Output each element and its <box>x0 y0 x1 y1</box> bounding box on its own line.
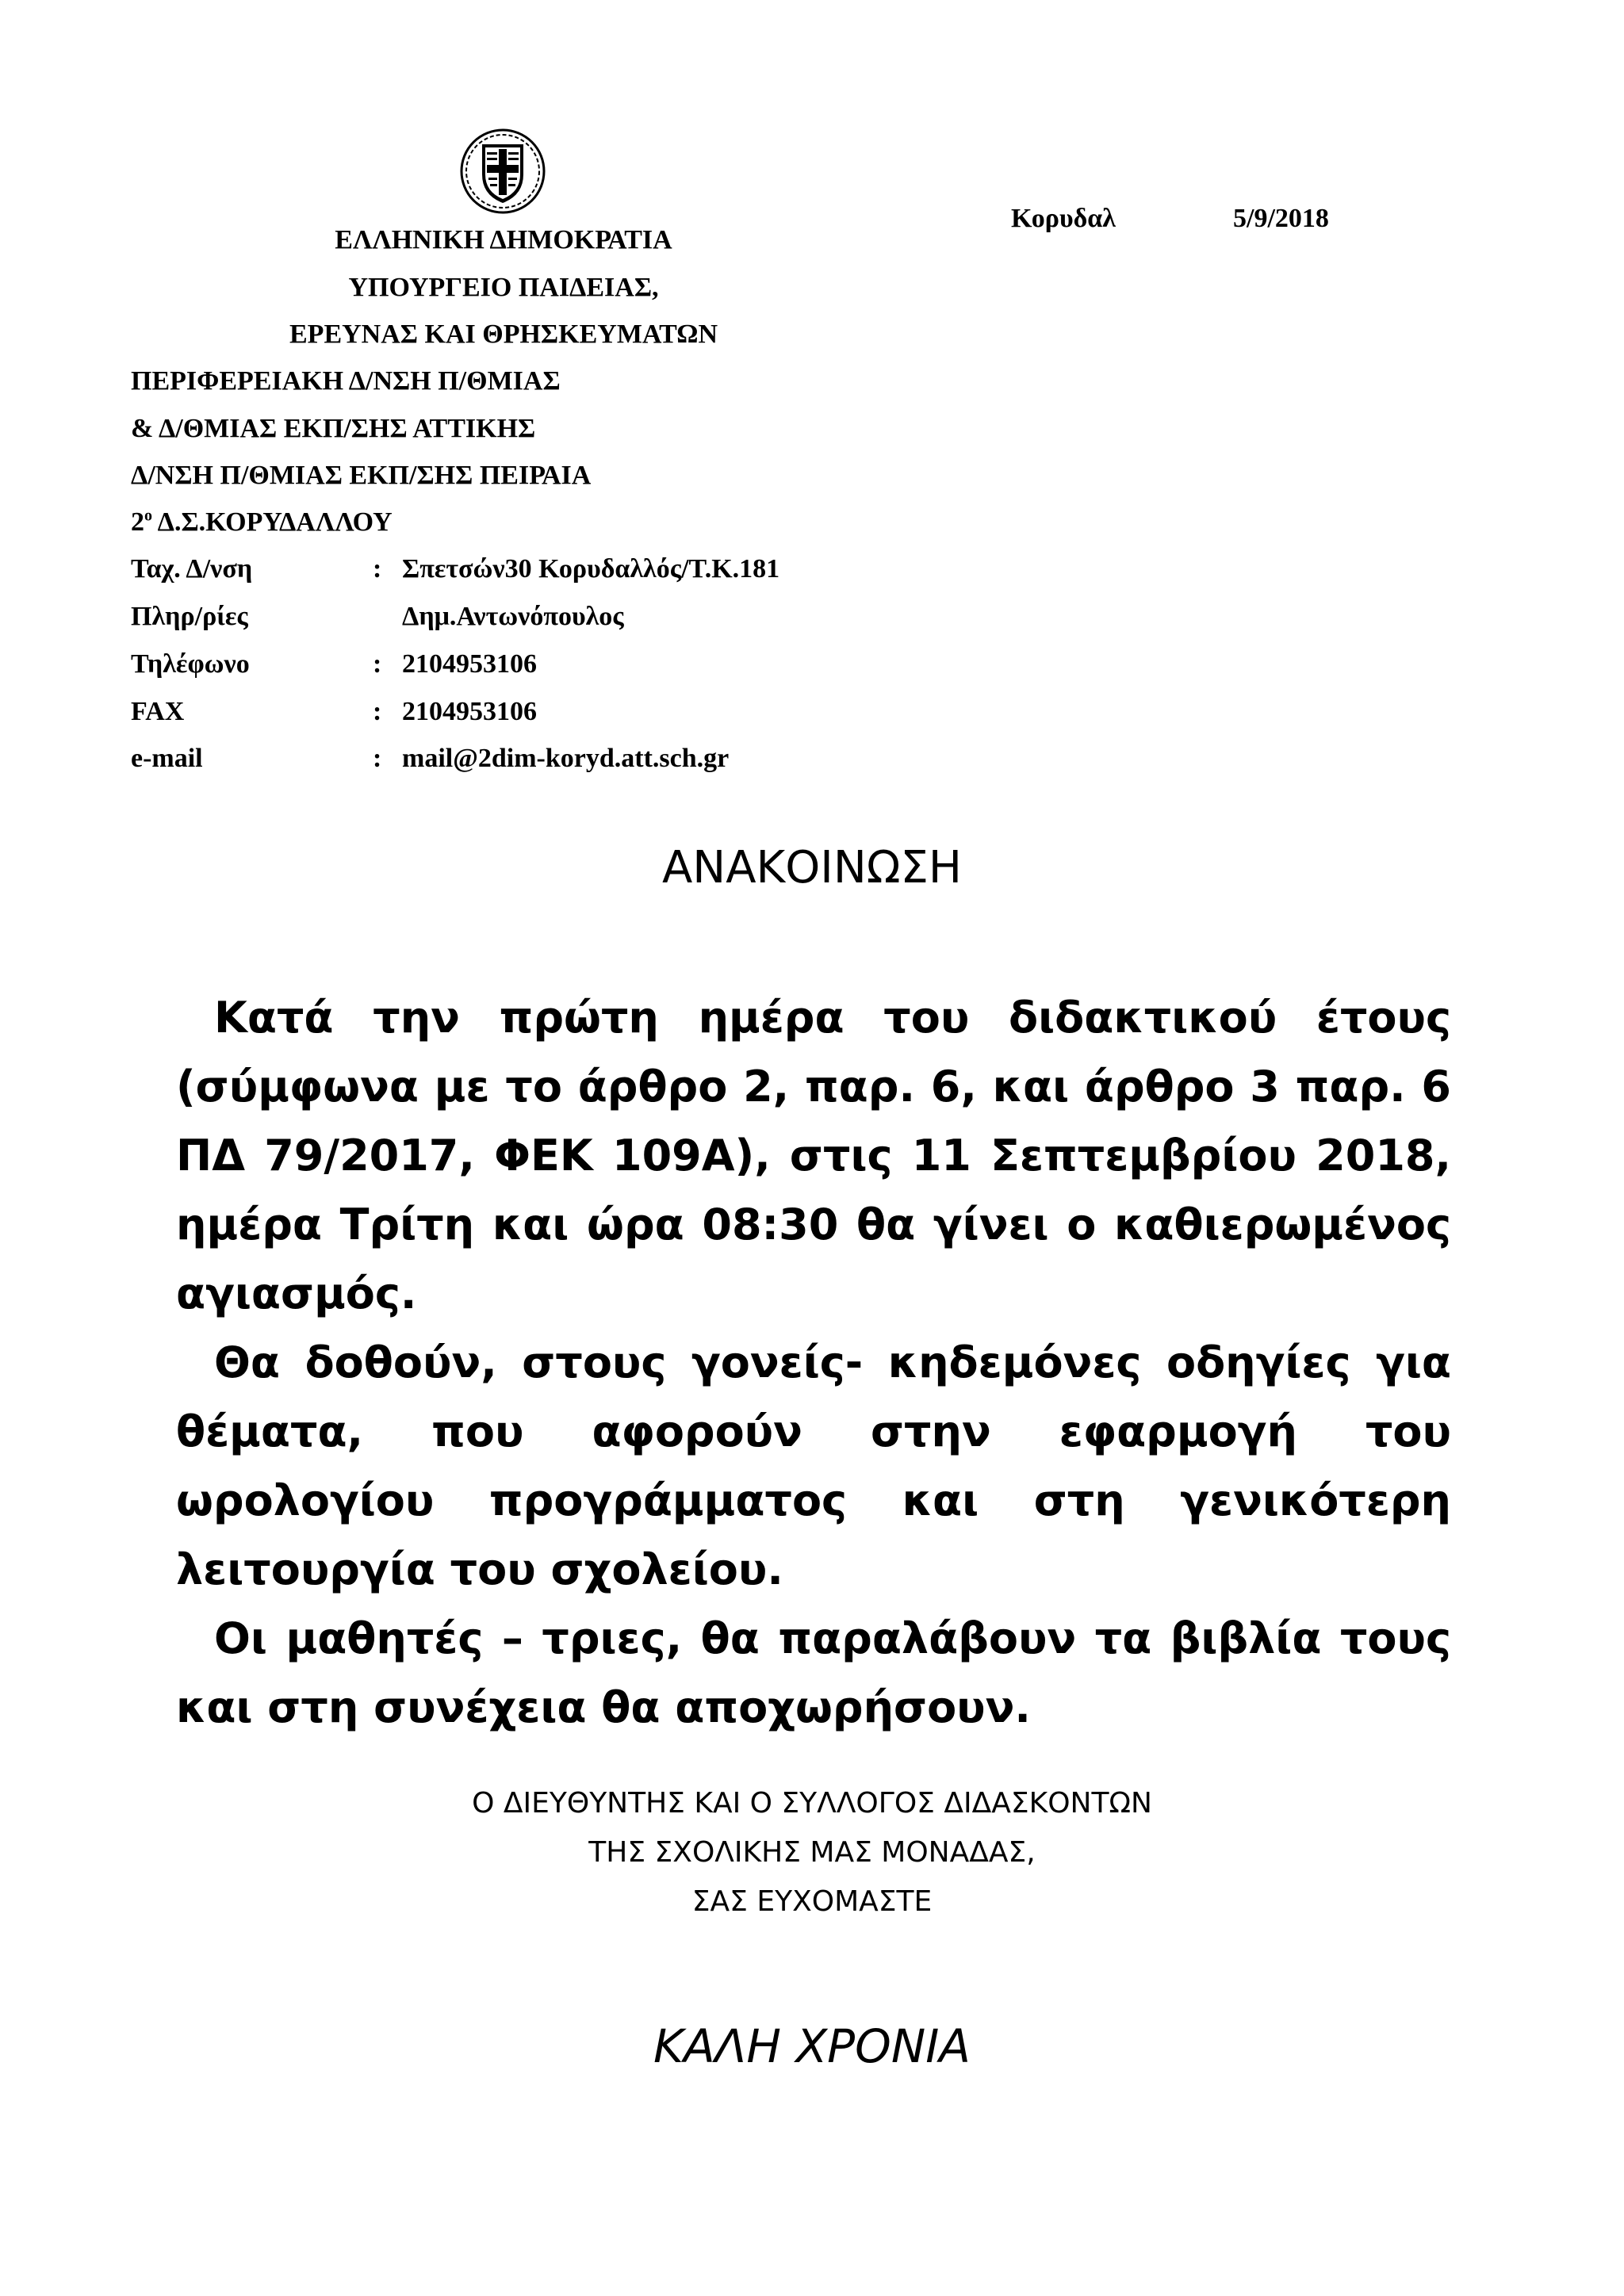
signature-line: ΣΑΣ ΕΥΧΟΜΑΣΤΕ <box>691 1885 933 1918</box>
phone-label: Τηλέφωνο <box>131 649 250 679</box>
info-value: Δημ.Αντωνόπουλος <box>402 602 624 631</box>
announcement-body <box>176 983 1451 1742</box>
place-label: Κορυδαλ <box>1011 204 1116 233</box>
document-date: 5/9/2018 <box>1233 204 1329 233</box>
fax-label: FAX <box>131 697 185 726</box>
announcement-paragraph: Κατά την πρώτη ημέρα του διδακτικού έτους (σύμφωνα με το άρθρο 2, παρ. 6, και άρθρο 3 παρ. 6 ΠΔ 79/2017, ΦΕΚ 109Α), στις 11 Σεπτεμβρίου 2018, ημέρα Τρίτη και ώρα 08:30 θα γίνει ο καθιερωμένος αγιασμός. <box>176 993 1451 1318</box>
closing-greeting: ΚΑΛΗ ΧΡΟΝΙΑ <box>653 2019 971 2073</box>
header-country: ΕΛΛΗΝΙΚΗ ΔΗΜΟΚΡΑΤΙΑ <box>335 225 672 254</box>
address-label: Ταχ. Δ/νση <box>131 554 253 584</box>
header-school-name <box>131 507 393 538</box>
header-regional-directorate: ΠΕΡΙΦΕΡΕΙΑΚΗ Δ/ΝΣΗ Π/ΘΜΙΑΣ <box>131 366 561 396</box>
header-regional-directorate-cont: & Δ/ΘΜΙΑΣ ΕΚΠ/ΣΗΣ ΑΤΤΙΚΗΣ <box>131 414 536 443</box>
phone-value: 2104953106 <box>402 649 537 679</box>
greek-coat-of-arms-icon <box>458 127 547 216</box>
signature-line: Ο ΔΙΕΥΘΥΝΤΗΣ ΚΑΙ Ο ΣΥΛΛΟΓΟΣ ΔΙΔΑΣΚΟΝΤΩΝ <box>472 1787 1152 1820</box>
school-number: 2 <box>131 507 144 537</box>
email-separator: : <box>373 744 382 773</box>
address-separator: : <box>373 554 382 584</box>
info-label: Πληρ/ρίες <box>131 602 248 631</box>
school-name: Δ.Σ.ΚΟΡΥΔΑΛΛΟΥ <box>152 507 393 537</box>
school-ordinal: ο <box>144 507 152 525</box>
announcement-title: ΑΝΑΚΟΙΝΩΣΗ <box>662 842 962 894</box>
email-value: mail@2dim-koryd.att.sch.gr <box>402 744 730 773</box>
header-ministry-cont: ΕΡΕΥΝΑΣ ΚΑΙ ΘΡΗΣΚΕΥΜΑΤΩΝ <box>289 320 718 349</box>
announcement-paragraph: Οι μαθητές – τριες, θα παραλάβουν τα βιβλία τους και στη συνέχεια θα αποχωρήσουν. <box>176 1613 1451 1732</box>
signature-line: ΤΗΣ ΣΧΟΛΙΚΗΣ ΜΑΣ ΜΟΝΑΔΑΣ, <box>588 1836 1036 1869</box>
phone-separator: : <box>373 649 382 679</box>
fax-value: 2104953106 <box>402 697 537 726</box>
address-value: Σπετσών30 Κορυδαλλός/Τ.Κ.181 <box>402 554 780 584</box>
header-ministry: ΥΠΟΥΡΓΕΙΟ ΠΑΙΔΕΙΑΣ, <box>348 273 659 302</box>
header-directorate: Δ/ΝΣΗ Π/ΘΜΙΑΣ ΕΚΠ/ΣΗΣ ΠΕΙΡΑΙΑ <box>131 461 592 490</box>
fax-separator: : <box>373 697 382 726</box>
announcement-paragraph: Θα δοθούν, στους γονείς- κηδεμόνες οδηγίες για θέματα, που αφορούν στην εφαρμογή του ωρολογίου προγράμματος και στη γενικότερη λειτουργία του σχολείου. <box>176 1337 1451 1594</box>
email-label: e-mail <box>131 744 203 773</box>
